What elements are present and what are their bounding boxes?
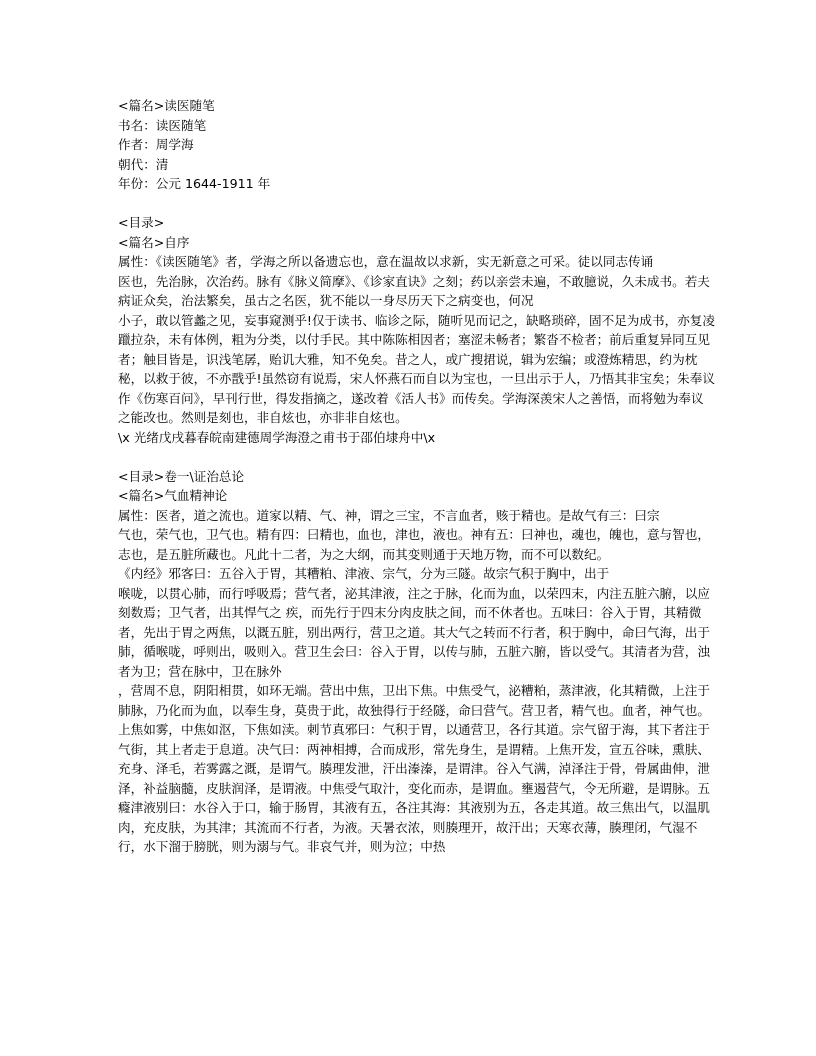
chapter-paragraph-1: 属性：医者，道之流也。道家以精、气、神，谓之三宝，不言血者，赅于精也。是故气有三：曰宗 xyxy=(118,507,660,523)
preface-piece-tag: <篇名>自序 xyxy=(118,234,190,250)
chapter-paragraph-3: 《内经》邪客曰：五谷入于胃，其糟粕、津液、宗气，分为三隧。故宗气积于胸中，出于 xyxy=(118,566,610,581)
preface-paragraph-3: 小子，敢以管蠡之见，妄事窥测乎!仅于读书、临诊之际，随听见而记之，缺略琐碎，固不足为成书，亦复凌躐拉杂，未有体例，粗为分类，以付手民。其中陈陈相因者；塞涩未畅者；繁沓不检者；前后重复异同互见者；触目皆是，识浅笔孱，贻讥大雅，知不免矣。昔之人，或广搜捃说，辑为宏编；或澄炼精思，约为枕秘，以救于彼，不亦戬乎!虽然窃有说焉，宋人怀燕石而自以为宝也，一旦出示于人，乃悟其非宝矣；朱奉议作《伤寒百问》，早刊行世，得发指摘之，遂改着《活人书》而传矣。学海深羡宋人之善悟，而将勉为奉议之能改也。然则是刻也，非自炫也，亦非非自炫也。 xyxy=(118,312,715,425)
toc-marker: <目录> xyxy=(118,215,165,230)
chapter-piece-tag: <篇名>气血精神论 xyxy=(118,488,228,503)
preface-paragraph-2: 医也，先治脉，次治药。脉有《脉义简摩》、《诊家直诀》之刻；药以亲尝未遍，不敢臆说，久未成书。若夫病证众矣，治法繁矣，虽古之名医，犹不能以一身尽历天下之病变也，何况 xyxy=(118,273,710,308)
chapter-paragraph-4: 喉咙，以贯心肺，而行呼吸焉；营气者，泌其津液，注之于脉，化而为血，以荣四末，内注五脏六腑，以应刻数焉；卫气者，出其悍气之 疾，而先行于四末分肉皮肤之间，而不休者也。五味曰：谷入于胃，其精微者，先出于胃之两焦，以溉五脏，别出两行，营卫之道。其大气之转而不行者，积于胸中，命曰气海，出于肺，循喉咙，呼则出，吸则入。营卫生会曰：谷入于胃，以传与肺，五脏六腑，皆以受气。其清者为营，浊者为卫；营在脉中，卫在脉外 xyxy=(118,585,710,679)
chapter-paragraph-5: ，营周不息，阴阳相贯，如环无端。营出中焦，卫出下焦。中焦受气，泌糟粕，蒸津液，化其精微，上注于肺脉，乃化而为血，以奉生身，莫贵于此，故独得行于经隧，命曰营气。营卫者，精气也。血者，神气也。上焦如雾，中焦如沤，下焦如渎。刺节真邪曰：气积于胃，以通营卫，各行其道。宗气留于海，其下者注于气街，其上者走于息道。决气曰：两神相搏，合而成形，常先身生，是谓精。上焦开发，宣五谷味，熏肤、充身、泽毛，若雾露之溉，是谓气。腠理发泄，汗出溱溱，是谓津。谷入气满，淖泽注于骨，骨属曲伸，泄泽，补益脑髓，皮肤润泽，是谓液。中焦受气取汁，变化而赤，是谓血。壅遏营气，令无所避，是谓脉。五癃津液别曰：水谷入于口，输于肠胃，其液有五，各注其海：其液别为五，各走其道。故三焦出气，以温肌肉，充皮肤，为其津；其流而不行者，为液。天暑衣浓，则腠理开，故汗出；天寒衣薄，腠理闭，气湿不行，水下溜于膀胱，则为溺与气。非哀气并，则为泣；中热 xyxy=(118,683,710,854)
chapter-paragraph-2: 气也，荣气也，卫气也。精有四：曰精也，血也，津也，液也。神有五：曰神也，魂也，魄也，意与智也，志也，是五脏所藏也。凡此十二者，为之大纲，而其变则通于天地万物，而不可以数纪。 xyxy=(118,527,710,562)
document-body xyxy=(118,96,716,857)
preface-signature: \x 光绪戊戌暮春皖南建德周学海澄之甫书于邵伯埭舟中\x xyxy=(118,429,436,445)
year: 年份：公元 1644-1911 年 xyxy=(118,176,271,191)
dynasty: 朝代：清 xyxy=(118,156,169,172)
book-title: 书名：读医随笔 xyxy=(118,117,207,133)
spacer xyxy=(118,447,716,467)
preface-paragraph-1: 属性：《读医随笔》者，学海之所以备遗忘也，意在温故以求新，实无新意之可采。徒以同志传诵 xyxy=(118,254,654,269)
author: 作者：周学海 xyxy=(118,137,194,152)
chapter-toc-line: <目录>卷一\证治总论 xyxy=(118,468,245,484)
piece-tag-title: <篇名>读医随笔 xyxy=(118,98,215,113)
spacer xyxy=(118,194,716,214)
